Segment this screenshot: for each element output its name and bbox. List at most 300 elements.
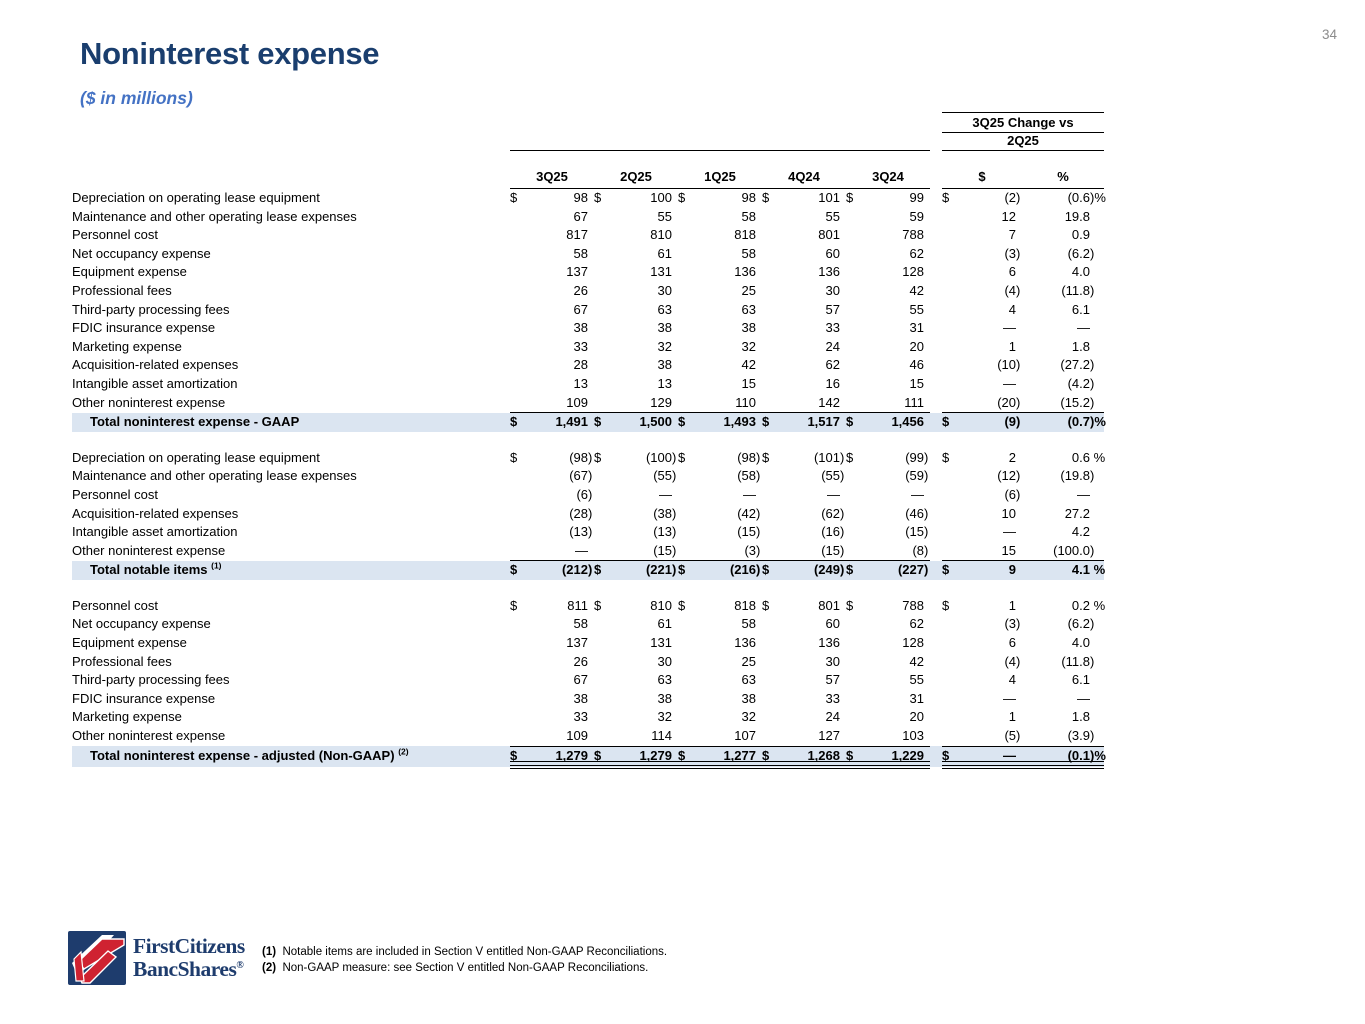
- table-row: [72, 727, 1104, 746]
- dollar-sign: $: [510, 414, 518, 430]
- val-3q25: (28): [569, 505, 593, 521]
- val-3q24: 42: [909, 282, 924, 298]
- val-change-dollar: (10): [997, 357, 1021, 373]
- val-1q25: 32: [741, 709, 756, 725]
- table-row: [72, 449, 1104, 468]
- spacer-row: [72, 580, 1104, 597]
- row-label: Marketing expense: [72, 709, 182, 725]
- dollar-sign: [510, 263, 526, 282]
- val-change-dollar: (3): [1004, 616, 1021, 632]
- val-1q25: 58: [741, 616, 756, 632]
- dollar-sign: [762, 708, 778, 727]
- val-change-pct: 0.6 %: [1071, 449, 1106, 465]
- dollar-sign: [510, 319, 526, 338]
- dollar-sign: [594, 245, 610, 264]
- dollar-sign: [846, 486, 862, 505]
- val-3q25: 28: [573, 357, 588, 373]
- dollar-sign: [678, 338, 694, 357]
- val-change-dollar: 1: [1008, 597, 1016, 613]
- dollar-sign: $: [762, 414, 770, 430]
- val-1q25: 136: [734, 635, 756, 651]
- val-2q25: 61: [657, 245, 672, 261]
- dollar-sign: [942, 282, 958, 301]
- val-2q25: 131: [650, 264, 672, 280]
- val-3q24: (8): [862, 542, 930, 561]
- val-4q24: 30: [825, 653, 840, 669]
- dollar-sign: $: [594, 414, 602, 430]
- dollar-sign: [594, 615, 610, 634]
- footnote-1: [262, 945, 667, 961]
- dollar-sign: [846, 634, 862, 653]
- dollar-sign: $: [942, 562, 950, 578]
- dollar-sign: [594, 727, 610, 746]
- header-spacer: [72, 133, 510, 151]
- dollar-sign: $: [762, 746, 778, 767]
- table-row: [72, 486, 1104, 505]
- row-label: Marketing expense: [72, 338, 182, 354]
- val-4q24: 60: [825, 616, 840, 632]
- footnote-2-text: Non-GAAP measure: see Section V entitled Non-GAAP Reconciliations.: [282, 961, 649, 974]
- val-2q25: —: [659, 486, 672, 502]
- dollar-sign: [678, 394, 694, 413]
- val-1q25: (15): [737, 524, 761, 540]
- val-3q24: 55: [909, 672, 924, 688]
- dollar-sign: $: [942, 414, 950, 430]
- dollar-sign: $: [942, 449, 950, 465]
- dollar-sign: [678, 245, 694, 264]
- val-4q24: 57: [825, 672, 840, 688]
- dollar-sign: [846, 356, 862, 375]
- val-change-pct: —: [1077, 320, 1090, 336]
- val-2q25: 13: [657, 375, 672, 391]
- page-number: 34: [1321, 27, 1337, 42]
- dollar-sign: [510, 671, 526, 690]
- dollar-sign: [762, 523, 778, 542]
- dollar-sign: [846, 245, 862, 264]
- dollar-sign: [942, 375, 958, 394]
- dollar-sign: [762, 467, 778, 486]
- column-gap: [930, 690, 942, 709]
- val-1q25: 38: [741, 320, 756, 336]
- dollar-sign: [762, 690, 778, 709]
- val-3q24: 31: [909, 320, 924, 336]
- val-change-pct: (100.0): [1022, 542, 1104, 561]
- dollar-sign: [942, 338, 958, 357]
- val-change-pct: 27.2: [1064, 505, 1090, 521]
- val-change-pct: (19.8): [1060, 468, 1095, 484]
- column-header-row: [72, 151, 1104, 189]
- dollar-sign: [510, 356, 526, 375]
- dollar-sign: $: [846, 449, 854, 465]
- dollar-sign: [942, 208, 958, 227]
- val-3q25: 38: [573, 320, 588, 336]
- column-header-4q24: 4Q24: [762, 151, 846, 189]
- val-1q25: 136: [734, 264, 756, 280]
- dollar-sign: $: [846, 414, 854, 430]
- firstcitizens-logo-mark: [68, 931, 126, 985]
- val-4q24: (62): [821, 505, 845, 521]
- val-change-dollar: 6: [1008, 264, 1016, 280]
- row-label: Net occupancy expense: [72, 616, 211, 632]
- dollar-sign: [762, 245, 778, 264]
- val-2q25: (100): [645, 449, 677, 465]
- val-1q25: 58: [741, 208, 756, 224]
- val-3q24: 1,229: [862, 746, 930, 767]
- dollar-sign: [762, 356, 778, 375]
- dollar-sign: [594, 690, 610, 709]
- val-change-dollar: (6): [1004, 486, 1021, 502]
- dollar-sign: [510, 505, 526, 524]
- dollar-sign: [510, 727, 526, 746]
- val-3q25: (67): [569, 468, 593, 484]
- dollar-sign: [762, 394, 778, 413]
- val-3q25: 811: [567, 597, 588, 613]
- val-change-dollar: 1: [1008, 709, 1016, 725]
- dollar-sign: [846, 282, 862, 301]
- dollar-sign: $: [678, 746, 694, 767]
- periods-top-rule: [510, 133, 930, 151]
- row-label: Other noninterest expense: [72, 542, 226, 558]
- total-row: [72, 561, 1104, 580]
- dollar-sign: [762, 282, 778, 301]
- val-change-pct: 0.9: [1071, 227, 1090, 243]
- row-label: Other noninterest expense: [72, 728, 226, 744]
- company-logo-text: [133, 935, 245, 981]
- val-3q25: 13: [573, 375, 588, 391]
- dollar-sign: [510, 615, 526, 634]
- row-label: FDIC insurance expense: [72, 320, 216, 336]
- dollar-sign: [942, 653, 958, 672]
- val-change-dollar: 2: [1008, 449, 1016, 465]
- column-header-change-dollar: $: [942, 151, 1022, 189]
- val-change-pct: 4.0: [1071, 635, 1090, 651]
- val-3q25: 33: [573, 709, 588, 725]
- dollar-sign: [594, 263, 610, 282]
- val-1q25: 63: [741, 301, 756, 317]
- val-3q25: 98: [573, 190, 588, 205]
- val-change-pct: (0.6)%: [1067, 190, 1106, 205]
- dollar-sign: [594, 226, 610, 245]
- table-header: [72, 113, 1104, 189]
- dollar-sign: [846, 505, 862, 524]
- dollar-sign: [678, 505, 694, 524]
- page-title: Noninterest expense: [80, 36, 380, 71]
- dollar-sign: [846, 375, 862, 394]
- header-gap: [930, 133, 942, 151]
- row-label: Third-party processing fees: [72, 672, 230, 688]
- val-change-dollar: —: [1003, 690, 1016, 706]
- val-change-dollar: (4): [1004, 282, 1021, 298]
- dollar-sign: [942, 505, 958, 524]
- dollar-sign: [942, 486, 958, 505]
- val-2q25: 32: [657, 709, 672, 725]
- row-label: Intangible asset amortization: [72, 524, 238, 540]
- val-2q25: 38: [657, 320, 672, 336]
- val-change-dollar: —: [958, 746, 1022, 767]
- dollar-sign: [594, 338, 610, 357]
- table-row: [72, 282, 1104, 301]
- table-row: [72, 301, 1104, 320]
- change-header-line1: 3Q25 Change vs: [942, 113, 1104, 133]
- val-2q25: (15): [610, 542, 678, 561]
- expense-table: [72, 112, 1104, 769]
- val-change-dollar: 4: [1008, 301, 1016, 317]
- total-row: [72, 413, 1104, 432]
- footnote-2: [262, 961, 667, 977]
- header-spacer: [72, 113, 930, 133]
- table-row: [72, 505, 1104, 524]
- val-1q25: 107: [694, 727, 762, 746]
- dollar-sign: $: [846, 562, 854, 578]
- dollar-sign: [762, 486, 778, 505]
- dollar-sign: [762, 263, 778, 282]
- val-3q24: 99: [909, 190, 924, 205]
- column-gap: [930, 746, 942, 767]
- dollar-sign: [594, 356, 610, 375]
- dollar-sign: [594, 523, 610, 542]
- dollar-sign: [846, 263, 862, 282]
- val-3q24: 62: [909, 616, 924, 632]
- dollar-sign: $: [942, 746, 958, 767]
- column-gap: [930, 615, 942, 634]
- dollar-sign: [678, 727, 694, 746]
- dollar-sign: [678, 356, 694, 375]
- val-3q24: 103: [862, 727, 930, 746]
- dollar-sign: [942, 356, 958, 375]
- column-gap: [930, 301, 942, 320]
- val-3q24: 55: [909, 301, 924, 317]
- table-row: [72, 208, 1104, 227]
- column-gap: [930, 208, 942, 227]
- val-1q25: (42): [737, 505, 761, 521]
- val-3q24: (227): [897, 562, 929, 578]
- val-1q25: 15: [741, 375, 756, 391]
- val-change-pct: (11.8): [1061, 653, 1095, 669]
- dollar-sign: [942, 708, 958, 727]
- dollar-sign: [678, 523, 694, 542]
- val-3q24: —: [911, 486, 924, 502]
- val-2q25: 32: [657, 338, 672, 354]
- val-2q25: 131: [650, 635, 672, 651]
- val-change-pct: (6.2): [1067, 245, 1095, 261]
- column-gap: [930, 523, 942, 542]
- dollar-sign: $: [594, 190, 602, 205]
- table-row: [72, 615, 1104, 634]
- dollar-sign: [510, 486, 526, 505]
- table-row: [72, 597, 1104, 616]
- dollar-sign: [510, 301, 526, 320]
- dollar-sign: [594, 394, 610, 413]
- dollar-sign: [846, 671, 862, 690]
- dollar-sign: [942, 226, 958, 245]
- column-gap: [930, 653, 942, 672]
- table-row: [72, 375, 1104, 394]
- dollar-sign: [594, 301, 610, 320]
- row-label: Personnel cost: [72, 597, 158, 613]
- dollar-sign: [762, 634, 778, 653]
- dollar-sign: [942, 727, 958, 746]
- val-3q25: (212): [561, 562, 593, 578]
- spacer-row: [72, 432, 1104, 449]
- val-change-pct: 19.8: [1064, 208, 1090, 224]
- val-3q25: (98): [569, 449, 593, 465]
- val-3q24: (15): [905, 524, 929, 540]
- val-1q25: 110: [694, 394, 762, 413]
- val-change-dollar: (12): [997, 468, 1021, 484]
- row-label: Acquisition-related expenses: [72, 505, 239, 521]
- val-change-pct: (27.2): [1060, 357, 1095, 373]
- dollar-sign: [762, 653, 778, 672]
- val-4q24: 60: [825, 245, 840, 261]
- dollar-sign: [678, 226, 694, 245]
- val-3q24: 788: [902, 597, 924, 613]
- dollar-sign: [510, 338, 526, 357]
- row-label: Personnel cost: [72, 486, 158, 502]
- val-1q25: 25: [741, 653, 756, 669]
- val-change-pct: —: [1077, 690, 1090, 706]
- column-gap: [930, 226, 942, 245]
- val-change-pct: (4.2): [1067, 375, 1095, 391]
- spacer-cell: [72, 580, 1104, 597]
- dollar-sign: $: [594, 597, 602, 613]
- val-1q25: —: [743, 486, 756, 502]
- val-3q25: 67: [573, 208, 588, 224]
- table-row: [72, 338, 1104, 357]
- column-gap: [930, 263, 942, 282]
- val-2q25: 1,500: [639, 414, 672, 430]
- dollar-sign: [762, 375, 778, 394]
- table-row: [72, 467, 1104, 486]
- val-change-pct: (15.2): [1022, 394, 1104, 413]
- val-2q25: 30: [657, 653, 672, 669]
- dollar-sign: $: [510, 562, 518, 578]
- column-gap: [930, 394, 942, 413]
- logo-line2: BancShares®: [133, 957, 244, 981]
- dollar-sign: [510, 634, 526, 653]
- column-gap: [930, 245, 942, 264]
- column-gap: [930, 486, 942, 505]
- val-3q24: 788: [902, 227, 924, 243]
- dollar-sign: [942, 301, 958, 320]
- val-1q25: 25: [741, 282, 756, 298]
- val-change-pct: 4.1 %: [1071, 562, 1106, 578]
- val-1q25: (58): [737, 468, 761, 484]
- dollar-sign: [846, 708, 862, 727]
- val-1q25: 38: [741, 690, 756, 706]
- val-1q25: (216): [729, 562, 761, 578]
- dollar-sign: [594, 505, 610, 524]
- table-row: [72, 690, 1104, 709]
- row-label: Maintenance and other operating lease expenses: [72, 468, 357, 484]
- val-1q25: 818: [734, 597, 756, 613]
- val-4q24: 57: [825, 301, 840, 317]
- registered-mark: ®: [236, 959, 244, 971]
- val-change-pct: (11.8): [1061, 282, 1095, 298]
- val-3q25: 67: [573, 672, 588, 688]
- column-gap: [930, 319, 942, 338]
- val-3q25: —: [526, 542, 594, 561]
- dollar-sign: $: [846, 746, 862, 767]
- dollar-sign: [846, 727, 862, 746]
- val-change-dollar: —: [1003, 375, 1016, 391]
- val-3q24: 128: [902, 264, 924, 280]
- column-gap: [930, 708, 942, 727]
- val-3q25: 26: [573, 653, 588, 669]
- val-change-pct: 4.2: [1071, 524, 1090, 540]
- column-gap: [930, 505, 942, 524]
- spacer-cell: [72, 432, 1104, 449]
- column-gap: [930, 356, 942, 375]
- column-header-3q24: 3Q24: [846, 151, 930, 189]
- dollar-sign: $: [762, 562, 770, 578]
- row-label: Depreciation on operating lease equipment: [72, 189, 320, 205]
- dollar-sign: [846, 301, 862, 320]
- dollar-sign: $: [762, 597, 770, 613]
- val-4q24: 30: [825, 282, 840, 298]
- val-change-dollar: (4): [1004, 653, 1021, 669]
- column-header-2q25: 2Q25: [594, 151, 678, 189]
- dollar-sign: [594, 708, 610, 727]
- dollar-sign: $: [594, 449, 602, 465]
- dollar-sign: [510, 208, 526, 227]
- val-change-dollar: 4: [1008, 672, 1016, 688]
- val-2q25: 810: [650, 227, 672, 243]
- dollar-sign: [510, 245, 526, 264]
- val-2q25: (13): [653, 524, 677, 540]
- val-1q25: 98: [741, 190, 756, 205]
- column-gap: [930, 561, 942, 580]
- val-3q24: (59): [905, 468, 929, 484]
- dollar-sign: [942, 394, 958, 413]
- val-1q25: (98): [737, 449, 761, 465]
- dollar-sign: [510, 690, 526, 709]
- val-4q24: (55): [821, 468, 845, 484]
- val-3q25: 58: [573, 245, 588, 261]
- column-header-1q25: 1Q25: [678, 151, 762, 189]
- val-3q24: 46: [909, 357, 924, 373]
- dollar-sign: [678, 653, 694, 672]
- table-row: [72, 319, 1104, 338]
- change-header-row-1: [72, 113, 1104, 133]
- column-gap: [930, 413, 942, 432]
- dollar-sign: [678, 301, 694, 320]
- row-label: Third-party processing fees: [72, 301, 230, 317]
- val-1q25: 1,493: [723, 414, 756, 430]
- val-2q25: 810: [650, 597, 672, 613]
- val-4q24: 136: [818, 264, 840, 280]
- dollar-sign: [846, 338, 862, 357]
- val-4q24: (15): [778, 542, 846, 561]
- dollar-sign: $: [678, 597, 686, 613]
- val-change-dollar: (3): [1004, 245, 1021, 261]
- row-label: Total noninterest expense - GAAP: [90, 413, 300, 429]
- row-label: Depreciation on operating lease equipment: [72, 449, 320, 465]
- val-change-pct: 4.0: [1071, 264, 1090, 280]
- val-2q25: 30: [657, 282, 672, 298]
- val-3q24: (99): [905, 449, 929, 465]
- row-label: Equipment expense: [72, 635, 187, 651]
- dollar-sign: [846, 208, 862, 227]
- val-change-dollar: 7: [1008, 227, 1016, 243]
- val-2q25: 55: [657, 208, 672, 224]
- dollar-sign: [942, 523, 958, 542]
- dollar-sign: $: [594, 746, 610, 767]
- val-2q25: 100: [650, 190, 672, 205]
- dollar-sign: [678, 263, 694, 282]
- val-1q25: 1,277: [694, 746, 762, 767]
- header-gap: [930, 113, 942, 133]
- val-4q24: 1,517: [807, 414, 840, 430]
